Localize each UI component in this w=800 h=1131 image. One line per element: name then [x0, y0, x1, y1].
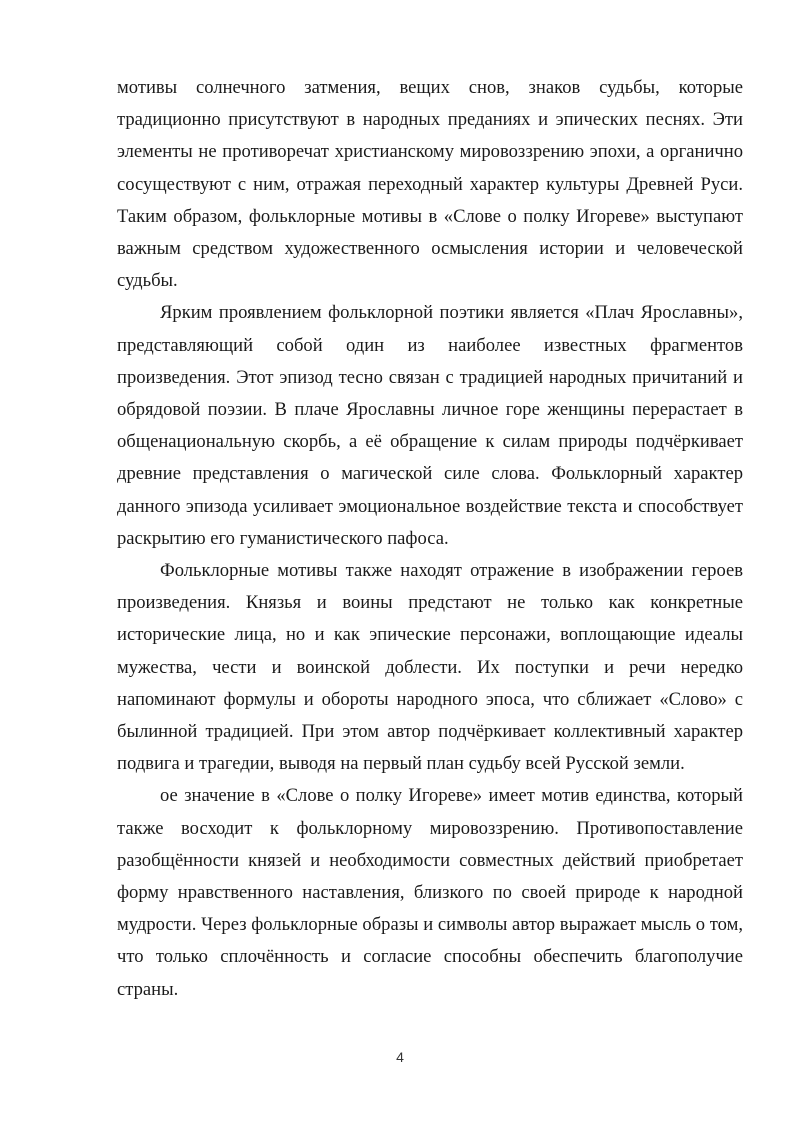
- paragraph-4: ое значение в «Слове о полку Игореве» имеет мотив единства, который также восходит к фольклорному мировоззрению. Противопоставление разобщённости князей и необходимости совместных действий приобретает форму нравственного наставления, близкого по своей природе к народной мудрости. Через фольклорные образы и символы автор выражает мысль о том, что только сплочённость и согласие способны обеспечить благополучие страны.: [117, 785, 743, 1000]
- paragraph-3: Фольклорные мотивы также находят отражение в изображении героев произведения. Князья и воины предстают не только как конкретные исторические лица, но и как эпические персонажи, воплощающие идеалы мужества, чести и воинской доблести. Их поступки и речи нередко напоминают формулы и обороты народного эпоса, что сближает «Слово» с былинной традицией. При этом автор подчёркивает коллективный характер подвига и трагедии, выводя на первый план судьбу всей Русской земли.: [117, 560, 743, 775]
- document-page: [117, 72, 743, 1006]
- paragraph-2: Ярким проявлением фольклорной поэтики является «Плач Ярославны», представляющий собой один из наиболее известных фрагментов произведения. Этот эпизод тесно связан с традицией народных причитаний и обрядовой поэзии. В плаче Ярославны личное горе женщины перерастает в общенациональную скорбь, а её обращение к силам природы подчёркивает древние представления о магической силе слова. Фольклорный характер данного эпизода усиливает эмоциональное воздействие текста и способствует раскрытию его гуманистического пафоса.: [117, 302, 743, 549]
- page-number: 4: [396, 1049, 404, 1065]
- paragraph-1: мотивы солнечного затмения, вещих снов, знаков судьбы, которые традиционно присутствуют в народных преданиях и эпических песнях. Эти элементы не противоречат христианскому мировоззрению эпохи, а органично сосуществуют с ним, отражая переходный характер культуры Древней Руси. Таким образом, фольклорные мотивы в «Слове о полку Игореве» выступают важным средством художественного осмысления истории и человеческой судьбы.: [117, 77, 743, 292]
